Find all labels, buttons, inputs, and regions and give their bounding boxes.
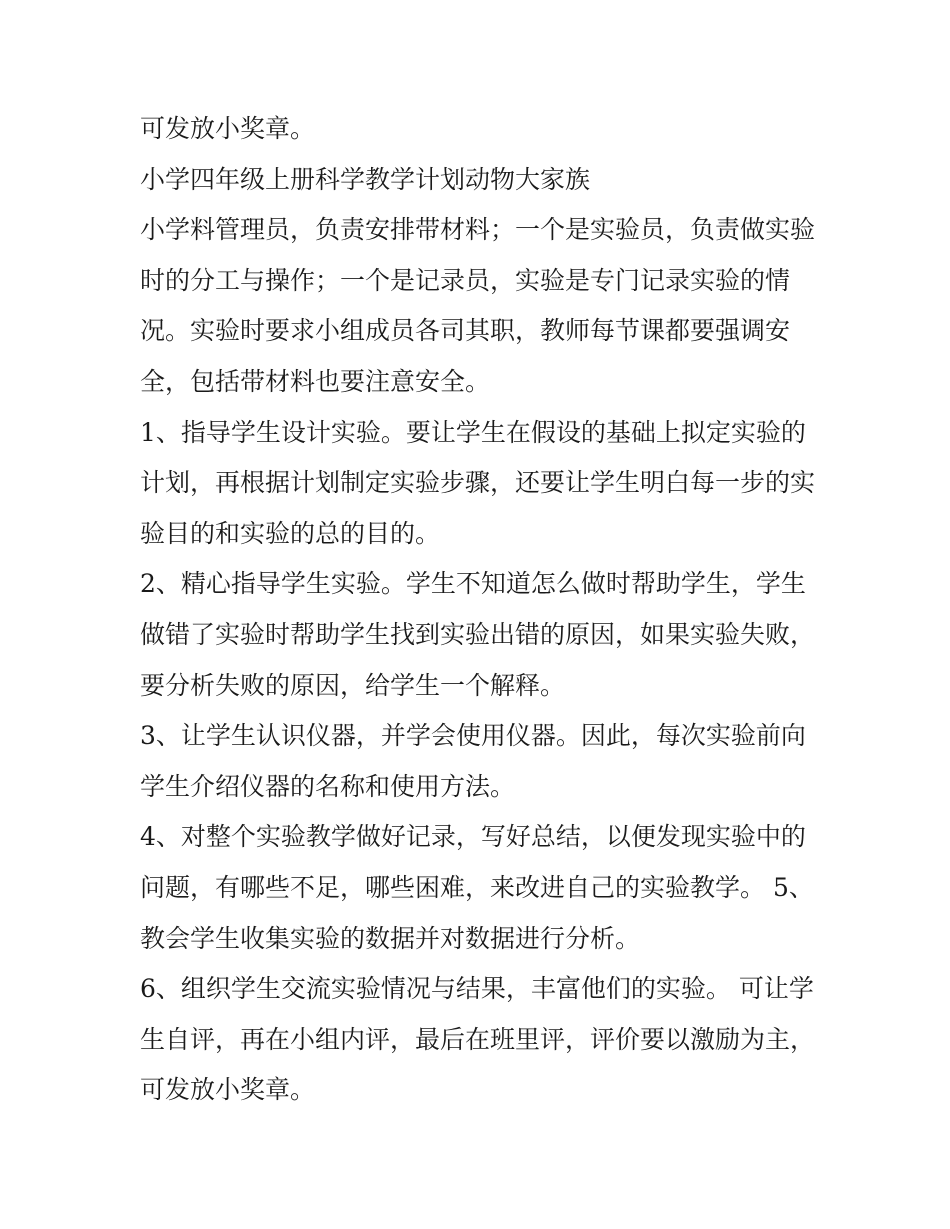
list-item-4: 4、对整个实验教学做好记录，写好总结，以便发现实验中的 xyxy=(140,822,806,852)
list-item-1: 1、指导学生设计实验。要让学生在假设的基础上拟定实验的 xyxy=(140,417,806,447)
text-line: 做错了实验时帮助学生找到实验出错的原因，如果实验失败， xyxy=(140,619,816,649)
text-line: 可发放小奖章。 xyxy=(140,1075,316,1105)
list-item-3: 3、让学生认识仪器，并学会使用仪器。因此，每次实验前向 xyxy=(140,721,806,751)
list-item-6: 6、组织学生交流实验情况与结果，丰富他们的实验。 可让学 xyxy=(140,974,814,1004)
text-line: 验目的和实验的总的目的。 xyxy=(140,518,441,548)
text-line: 全，包括带材料也要注意安全。 xyxy=(140,366,491,396)
text-line: 计划，再根据计划制定实验步骤，还要让学生明白每一步的实 xyxy=(140,468,816,498)
text-line: 况。实验时要求小组成员各司其职，教师每节课都要强调安 xyxy=(140,316,791,346)
document-body xyxy=(140,104,816,1116)
text-line: 教会学生收集实验的数据并对数据进行分析。 xyxy=(140,923,641,953)
list-item-2: 2、精心指导学生实验。学生不知道怎么做时帮助学生，学生 xyxy=(140,569,806,599)
text-line: 学生介绍仪器的名称和使用方法。 xyxy=(140,771,516,801)
text-line: 小学料管理员，负责安排带材料；一个是实验员，负责做实验 xyxy=(140,215,816,245)
text-line: 问题，有哪些不足，哪些困难，来改进自己的实验教学。 5、 xyxy=(140,872,814,902)
section-title: 小学四年级上册科学教学计划动物大家族 xyxy=(140,164,591,194)
text-line: 生自评，再在小组内评，最后在班里评，评价要以激励为主， xyxy=(140,1024,816,1054)
text-line: 时的分工与操作；一个是记录员，实验是专门记录实验的情 xyxy=(140,265,791,295)
text-line: 可发放小奖章。 xyxy=(140,114,316,143)
text-line: 要分析失败的原因，给学生一个解释。 xyxy=(140,670,566,700)
